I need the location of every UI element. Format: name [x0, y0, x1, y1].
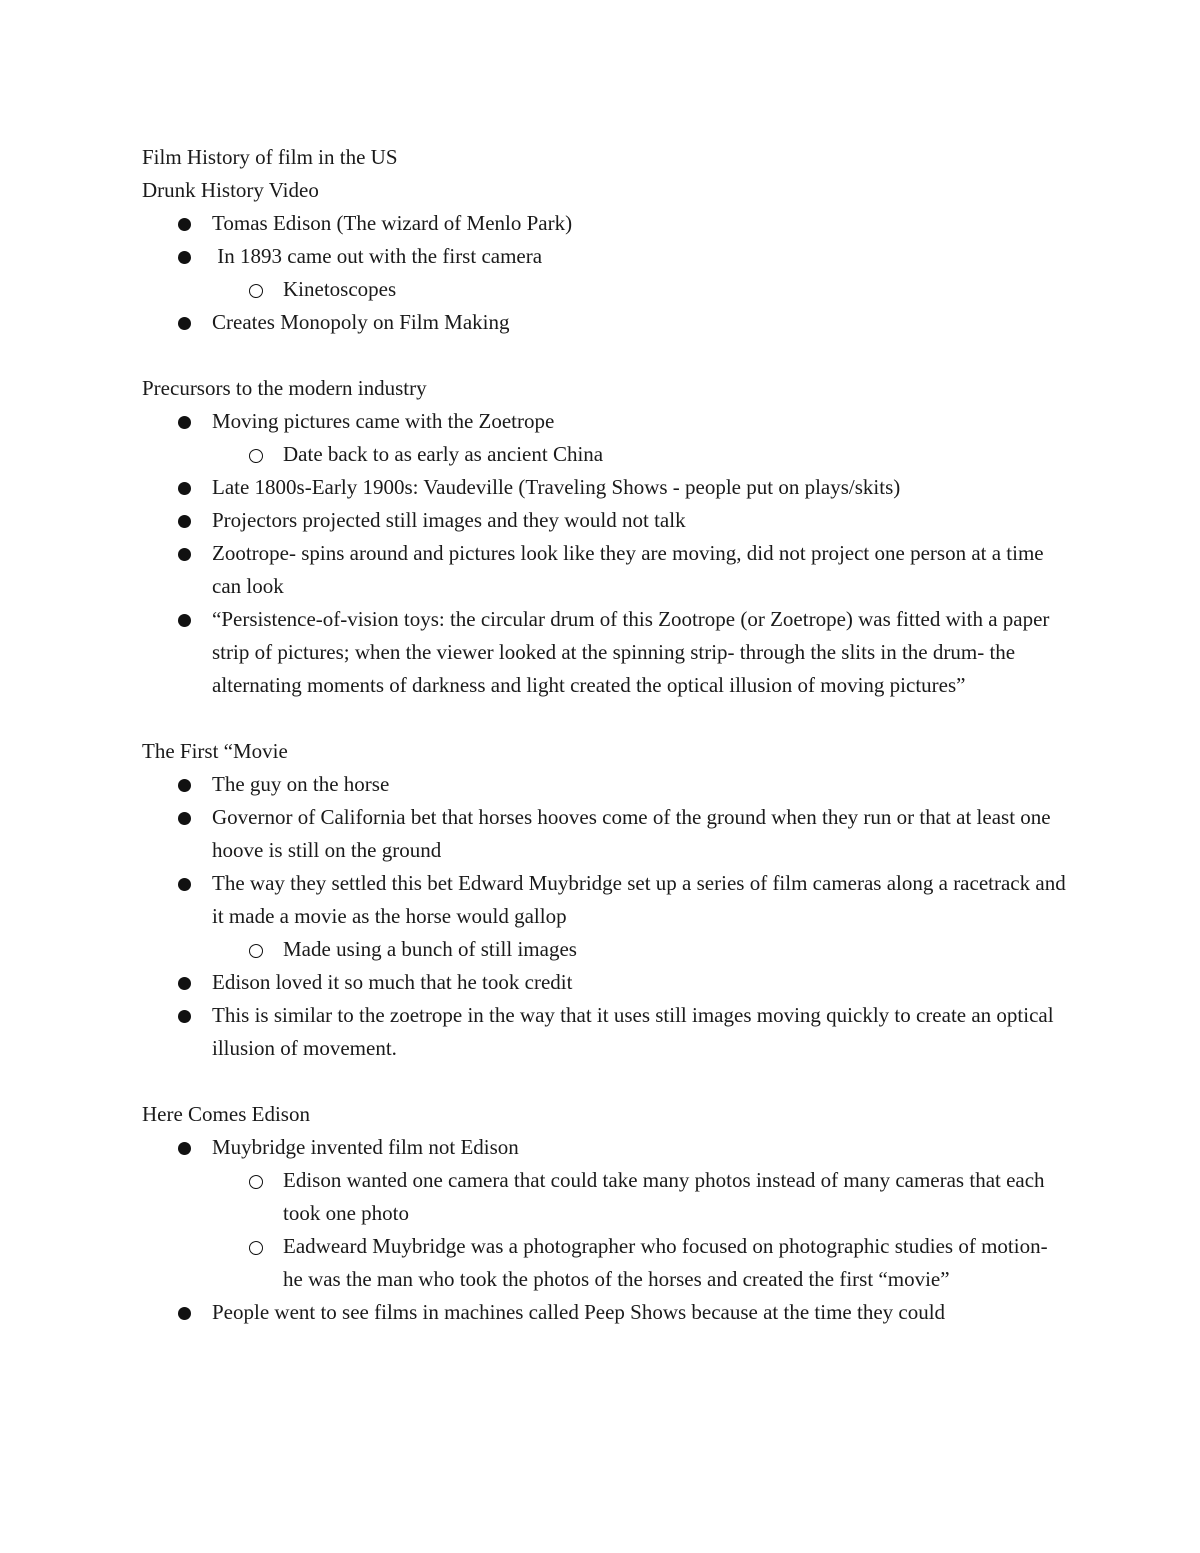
list-item — [142, 801, 1072, 867]
list-item-text: The way they settled this bet Edward Muybridge set up a series of film cameras along a racetrack and it made a movie as the horse would gallop — [212, 871, 1066, 928]
section-heading: Here Comes Edison — [142, 1102, 310, 1126]
list-item-text: The guy on the horse — [212, 772, 390, 796]
bullet-list — [142, 405, 1072, 702]
list-item-text: In 1893 came out with the first camera — [212, 244, 543, 268]
list-item-text: Moving pictures came with the Zoetrope — [212, 409, 555, 433]
document-title: Film History of film in the US — [142, 145, 398, 169]
list-item — [142, 867, 1072, 933]
filled-bullet-icon — [178, 515, 191, 528]
list-item — [142, 603, 1072, 702]
list-item — [142, 405, 1072, 438]
filled-bullet-icon — [178, 1142, 191, 1155]
list-item — [142, 537, 1072, 603]
hollow-bullet-icon — [249, 944, 263, 958]
filled-bullet-icon — [178, 548, 191, 561]
hollow-bullet-icon — [249, 284, 263, 298]
list-item-text: Edison wanted one camera that could take many photos instead of many cameras that each took one photo — [283, 1168, 1045, 1225]
section-film-history — [142, 141, 1072, 339]
list-item-text: Projectors projected still images and they would not talk — [212, 508, 686, 532]
list-item — [142, 471, 1072, 504]
filled-bullet-icon — [178, 317, 191, 330]
filled-bullet-icon — [178, 1307, 191, 1320]
list-item-text: People went to see films in machines called Peep Shows because at the time they could — [212, 1300, 946, 1324]
sub-list-item — [142, 273, 1072, 306]
section-precursors — [142, 372, 1072, 702]
blank-line — [142, 1065, 1072, 1098]
list-item — [142, 966, 1072, 999]
list-item-text: Late 1800s-Early 1900s: Vaudeville (Traveling Shows - people put on plays/skits) — [212, 475, 901, 499]
list-item-text: Eadweard Muybridge was a photographer who focused on photographic studies of motion- he was the man who took the photos of the horses and created the first “movie” — [283, 1234, 1048, 1291]
bullet-list — [142, 768, 1072, 1065]
hollow-bullet-icon — [249, 1241, 263, 1255]
list-item-text: Tomas Edison (The wizard of Menlo Park) — [212, 211, 573, 235]
list-item-text: Edison loved it so much that he took credit — [212, 970, 573, 994]
filled-bullet-icon — [178, 977, 191, 990]
sub-list-item — [142, 438, 1072, 471]
list-item — [142, 240, 1072, 273]
sub-list-item — [142, 1230, 1072, 1296]
list-item-text: “Persistence-of-vision toys: the circular drum of this Zootrope (or Zoetrope) was fitted with a paper strip of pictures; when the viewer looked at the spinning strip- through the slits in the drum- the alternating moments of darkness and light created the optical illusion of moving pictures” — [212, 607, 1050, 697]
filled-bullet-icon — [178, 218, 191, 231]
filled-bullet-icon — [178, 812, 191, 825]
list-item-text: Governor of California bet that horses hooves come of the ground when they run or that at least one hoove is still on the ground — [212, 805, 1051, 862]
list-item-text: Date back to as early as ancient China — [283, 442, 604, 466]
section-heading: The First “Movie — [142, 739, 288, 763]
sub-list-item — [142, 933, 1072, 966]
sub-list-item — [142, 1164, 1072, 1230]
list-item-text: This is similar to the zoetrope in the way that it uses still images moving quickly to create an optical illusion of movement. — [212, 1003, 1054, 1060]
list-item — [142, 504, 1072, 537]
section-first-movie — [142, 735, 1072, 1065]
section-heading: Drunk History Video — [142, 178, 319, 202]
list-item — [142, 999, 1072, 1065]
filled-bullet-icon — [178, 779, 191, 792]
list-item-text: Zootrope- spins around and pictures look like they are moving, did not project one person at a time can look — [212, 541, 1044, 598]
bullet-list — [142, 207, 1072, 339]
list-item — [142, 207, 1072, 240]
list-item-text: Kinetoscopes — [283, 277, 397, 301]
filled-bullet-icon — [178, 614, 191, 627]
section-heading: Precursors to the modern industry — [142, 376, 427, 400]
filled-bullet-icon — [178, 1010, 191, 1023]
list-item — [142, 306, 1072, 339]
filled-bullet-icon — [178, 416, 191, 429]
list-item-text: Made using a bunch of still images — [283, 937, 577, 961]
list-item — [142, 1131, 1072, 1164]
hollow-bullet-icon — [249, 449, 263, 463]
filled-bullet-icon — [178, 251, 191, 264]
bullet-list — [142, 1131, 1072, 1329]
blank-line — [142, 339, 1072, 372]
list-item-text: Creates Monopoly on Film Making — [212, 310, 510, 334]
section-here-comes-edison — [142, 1098, 1072, 1329]
list-item-text: Muybridge invented film not Edison — [212, 1135, 519, 1159]
filled-bullet-icon — [178, 482, 191, 495]
filled-bullet-icon — [178, 878, 191, 891]
list-item — [142, 768, 1072, 801]
list-item — [142, 1296, 1072, 1329]
document-body — [142, 141, 1072, 1329]
blank-line — [142, 702, 1072, 735]
hollow-bullet-icon — [249, 1175, 263, 1189]
